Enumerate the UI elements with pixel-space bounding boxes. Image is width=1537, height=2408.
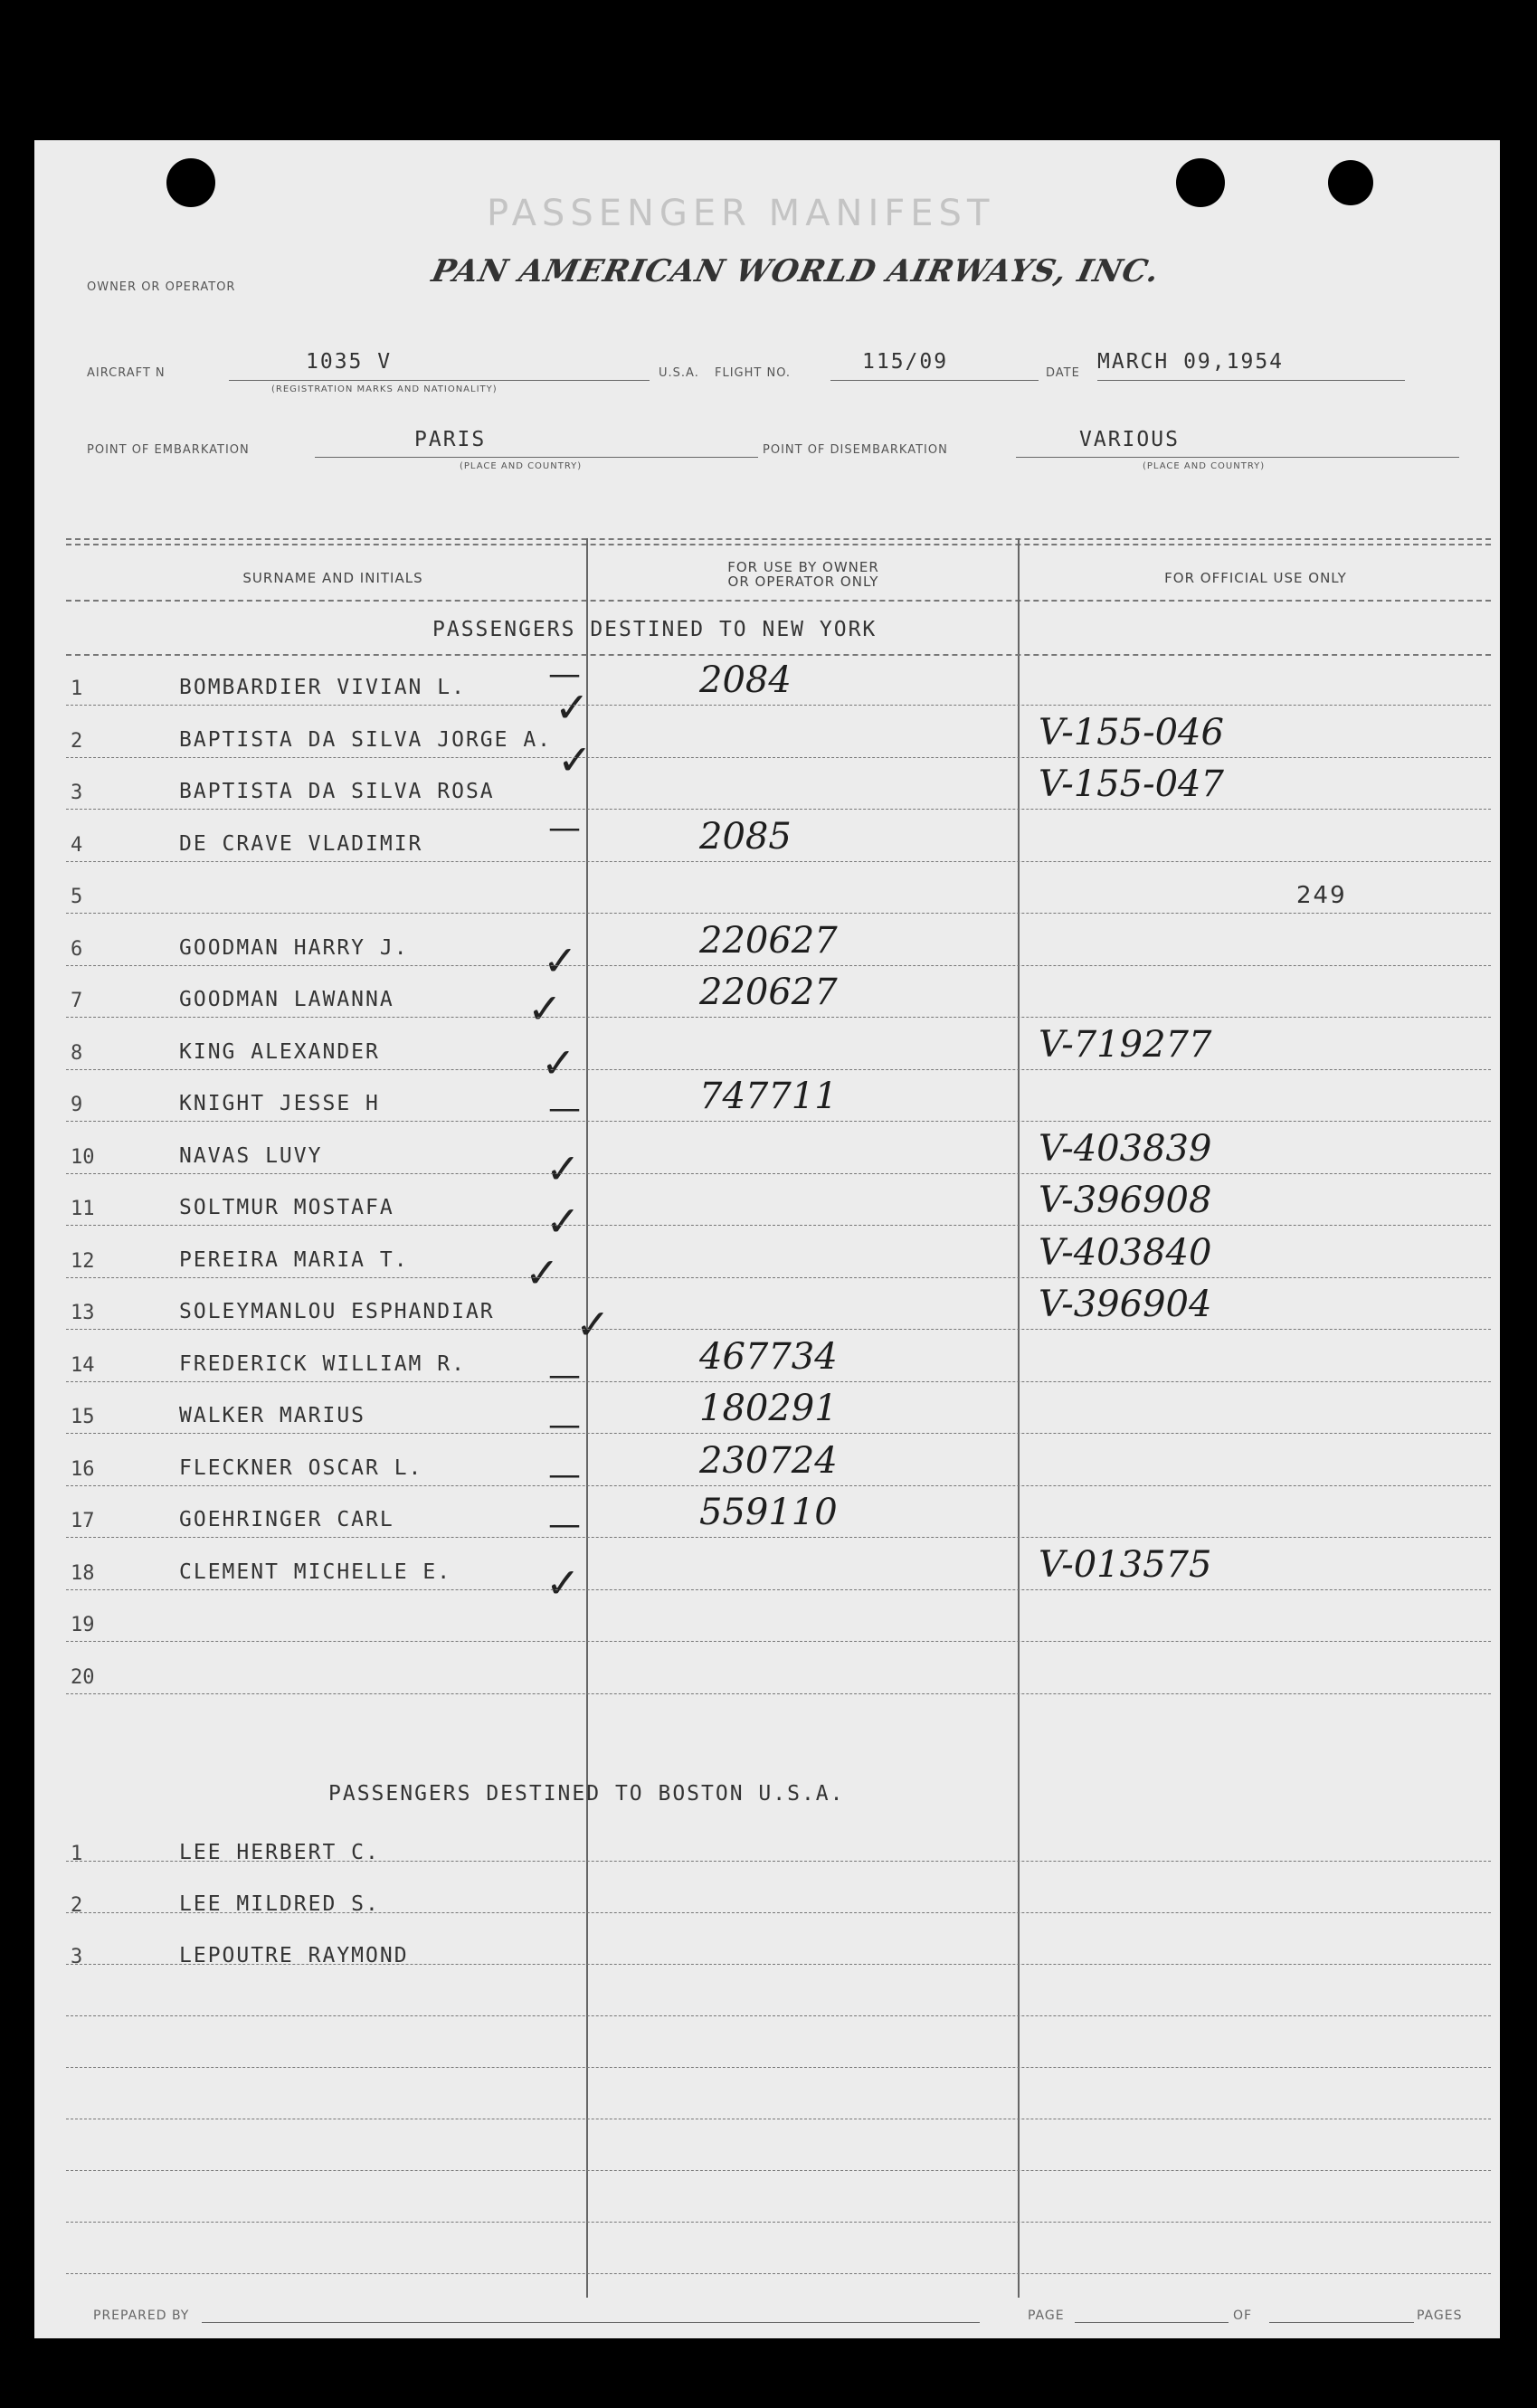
row-number: 6 [71, 938, 83, 961]
row-rule [66, 913, 1491, 914]
pages-label: PAGES [1417, 2308, 1463, 2323]
owner-label: OWNER OR OPERATOR [87, 280, 236, 294]
page-line [1075, 2322, 1229, 2323]
row-number: 16 [71, 1458, 95, 1481]
column-divider-2 [1018, 538, 1020, 2298]
row-number: 14 [71, 1354, 95, 1377]
flight-label: FLIGHT NO. [715, 366, 792, 380]
row-rule [66, 1861, 1491, 1862]
punch-hole-far-right [1328, 160, 1373, 205]
passenger-name: BOMBARDIER VIVIAN L. [179, 676, 466, 699]
row-rule [66, 1693, 1491, 1694]
passenger-name: DE CRAVE VLADIMIR [179, 832, 423, 856]
passenger-name: WALKER MARIUS [179, 1404, 366, 1427]
check-mark: ✓ [555, 683, 590, 732]
check-mark: — [548, 1090, 581, 1127]
row-number: 4 [71, 834, 83, 857]
row-rule [66, 861, 1491, 862]
disembarkation-caption: (PLACE AND COUNTRY) [1143, 461, 1266, 471]
owner-number: 220627 [699, 920, 838, 962]
row-rule [66, 757, 1491, 758]
row-number: 13 [71, 1302, 95, 1324]
check-mark: ✓ [543, 936, 578, 985]
row-rule [66, 1381, 1491, 1382]
row-rule [66, 1485, 1491, 1486]
punch-hole-left [166, 158, 215, 207]
owner-number: 747711 [699, 1076, 838, 1117]
row-rule [66, 1225, 1491, 1226]
row-number: 3 [71, 782, 83, 804]
table-header-rule [66, 600, 1491, 602]
check-mark: — [548, 1506, 581, 1543]
passenger-name: GOEHRINGER CARL [179, 1508, 394, 1531]
check-mark: ✓ [546, 1197, 581, 1246]
section-boston: PASSENGERS DESTINED TO BOSTON U.S.A. [328, 1782, 845, 1806]
row-rule [66, 1017, 1491, 1018]
passenger-name: SOLEYMANLOU ESPHANDIAR [179, 1300, 495, 1323]
aircraft-value: 1035 V [306, 350, 393, 374]
passenger-name: GOODMAN LAWANNA [179, 988, 394, 1011]
official-number: 249 [1296, 882, 1347, 909]
row-rule [66, 1277, 1491, 1278]
passenger-name: FLECKNER OSCAR L. [179, 1456, 423, 1480]
row-rule [66, 705, 1491, 706]
row-rule [66, 2273, 1491, 2274]
row-number: 20 [71, 1666, 95, 1689]
row-rule [66, 1069, 1491, 1070]
prepared-by-label: PREPARED BY [93, 2308, 190, 2323]
prepared-by-line [202, 2322, 980, 2323]
row-rule [66, 2222, 1491, 2223]
official-number: V-155-046 [1039, 712, 1224, 754]
official-number: V-396908 [1039, 1180, 1212, 1221]
check-mark: — [548, 1357, 581, 1394]
embarkation-label: POINT OF EMBARKATION [87, 443, 250, 457]
disembarkation-value: VARIOUS [1079, 428, 1180, 451]
row-number: 12 [71, 1250, 95, 1273]
passenger-name: LEE HERBERT C. [179, 1841, 380, 1864]
section-new-york: PASSENGERS DESTINED TO NEW YORK [432, 618, 878, 641]
check-mark: ✓ [546, 1559, 581, 1607]
check-mark: ✓ [546, 1144, 581, 1193]
official-number: V-403840 [1039, 1232, 1212, 1274]
row-number: 7 [71, 990, 83, 1012]
official-number: V-013575 [1039, 1544, 1212, 1586]
usa-label: U.S.A. [659, 366, 699, 380]
passenger-name: FREDERICK WILLIAM R. [179, 1352, 466, 1376]
aircraft-underline [229, 380, 650, 381]
official-number: V-155-047 [1039, 763, 1224, 805]
owner-number: 220627 [699, 972, 838, 1013]
passenger-name: BAPTISTA DA SILVA ROSA [179, 780, 495, 803]
row-number: 2 [71, 1894, 83, 1917]
check-mark: — [548, 1407, 581, 1444]
row-number: 18 [71, 1562, 95, 1585]
owner-number: 467734 [699, 1336, 838, 1378]
check-mark: — [548, 810, 581, 847]
row-rule [66, 809, 1491, 810]
column-divider-1 [586, 538, 588, 2298]
registration-caption: (REGISTRATION MARKS AND NATIONALITY) [271, 384, 498, 394]
row-rule [66, 1537, 1491, 1538]
check-mark: ✓ [541, 1038, 576, 1087]
owner-number: 2084 [699, 659, 792, 701]
embarkation-caption: (PLACE AND COUNTRY) [460, 461, 583, 471]
row-rule [66, 1589, 1491, 1590]
of-label: OF [1233, 2308, 1253, 2323]
row-rule [66, 1173, 1491, 1174]
row-rule [66, 1964, 1491, 1965]
row-rule [66, 965, 1491, 966]
column-header-owner-use-1: FOR USE BY OWNER [727, 559, 879, 575]
row-rule [66, 1641, 1491, 1642]
manifest-page [34, 140, 1500, 2338]
check-mark: ✓ [527, 984, 563, 1033]
row-number: 1 [71, 1843, 83, 1865]
check-mark: ✓ [557, 735, 593, 784]
column-header-owner-use-2: OR OPERATOR ONLY [727, 574, 879, 590]
passenger-name: GOODMAN HARRY J. [179, 936, 409, 960]
disembarkation-label: POINT OF DISEMBARKATION [763, 443, 948, 457]
embarkation-underline [315, 457, 758, 458]
row-rule [66, 1912, 1491, 1913]
page-label: PAGE [1028, 2308, 1065, 2323]
table-top-rule-2 [66, 544, 1491, 545]
row-rule [66, 2067, 1491, 2068]
owner-number: 559110 [699, 1492, 838, 1533]
row-number: 19 [71, 1614, 95, 1636]
owner-number: 2085 [699, 816, 792, 858]
row-rule [66, 1121, 1491, 1122]
check-mark: ✓ [525, 1248, 560, 1297]
owner-number: 180291 [699, 1388, 838, 1429]
column-header-surname: SURNAME AND INITIALS [242, 570, 423, 586]
row-number: 17 [71, 1510, 95, 1532]
official-number: V-719277 [1039, 1024, 1212, 1066]
aircraft-label: AIRCRAFT N [87, 366, 166, 380]
table-top-rule [66, 538, 1491, 540]
passenger-name: PEREIRA MARIA T. [179, 1248, 409, 1272]
embarkation-value: PARIS [414, 428, 487, 451]
punch-hole-right [1176, 158, 1225, 207]
row-number: 2 [71, 730, 83, 753]
flight-underline [830, 380, 1039, 381]
passenger-name: KING ALEXANDER [179, 1040, 380, 1064]
row-rule [66, 2015, 1491, 2016]
disembarkation-underline [1016, 457, 1459, 458]
row-rule [66, 1329, 1491, 1330]
section-rule [66, 654, 1491, 656]
row-rule [66, 1433, 1491, 1434]
row-number: 1 [71, 678, 83, 700]
row-number: 5 [71, 886, 83, 908]
manifest-title: PASSENGER MANIFEST [487, 193, 995, 234]
date-label: DATE [1046, 366, 1080, 380]
official-number: V-396904 [1039, 1284, 1212, 1325]
flight-value: 115/09 [862, 350, 949, 374]
official-number: V-403839 [1039, 1128, 1212, 1170]
passenger-name: SOLTMUR MOSTAFA [179, 1196, 394, 1219]
date-value: MARCH 09,1954 [1097, 350, 1285, 374]
passenger-name: BAPTISTA DA SILVA JORGE A. [179, 728, 553, 752]
passenger-name: CLEMENT MICHELLE E. [179, 1560, 452, 1584]
check-mark: ✓ [575, 1300, 611, 1349]
row-number: 10 [71, 1146, 95, 1169]
passenger-name: LEE MILDRED S. [179, 1892, 380, 1916]
passenger-name: KNIGHT JESSE H [179, 1092, 380, 1115]
passenger-name: LEPOUTRE RAYMOND [179, 1944, 409, 1967]
row-number: 9 [71, 1094, 83, 1116]
column-header-official-use: FOR OFFICIAL USE ONLY [1164, 570, 1347, 586]
passenger-name: NAVAS LUVY [179, 1144, 323, 1168]
company-name: PAN AMERICAN WORLD AIRWAYS, INC. [428, 253, 1163, 289]
row-number: 15 [71, 1406, 95, 1428]
row-number: 11 [71, 1198, 95, 1220]
row-number: 3 [71, 1946, 83, 1968]
date-underline [1097, 380, 1405, 381]
check-mark: — [548, 656, 581, 693]
row-number: 8 [71, 1042, 83, 1065]
row-rule [66, 2170, 1491, 2171]
owner-number: 230724 [699, 1440, 838, 1482]
of-line [1269, 2322, 1414, 2323]
check-mark: — [548, 1456, 581, 1493]
